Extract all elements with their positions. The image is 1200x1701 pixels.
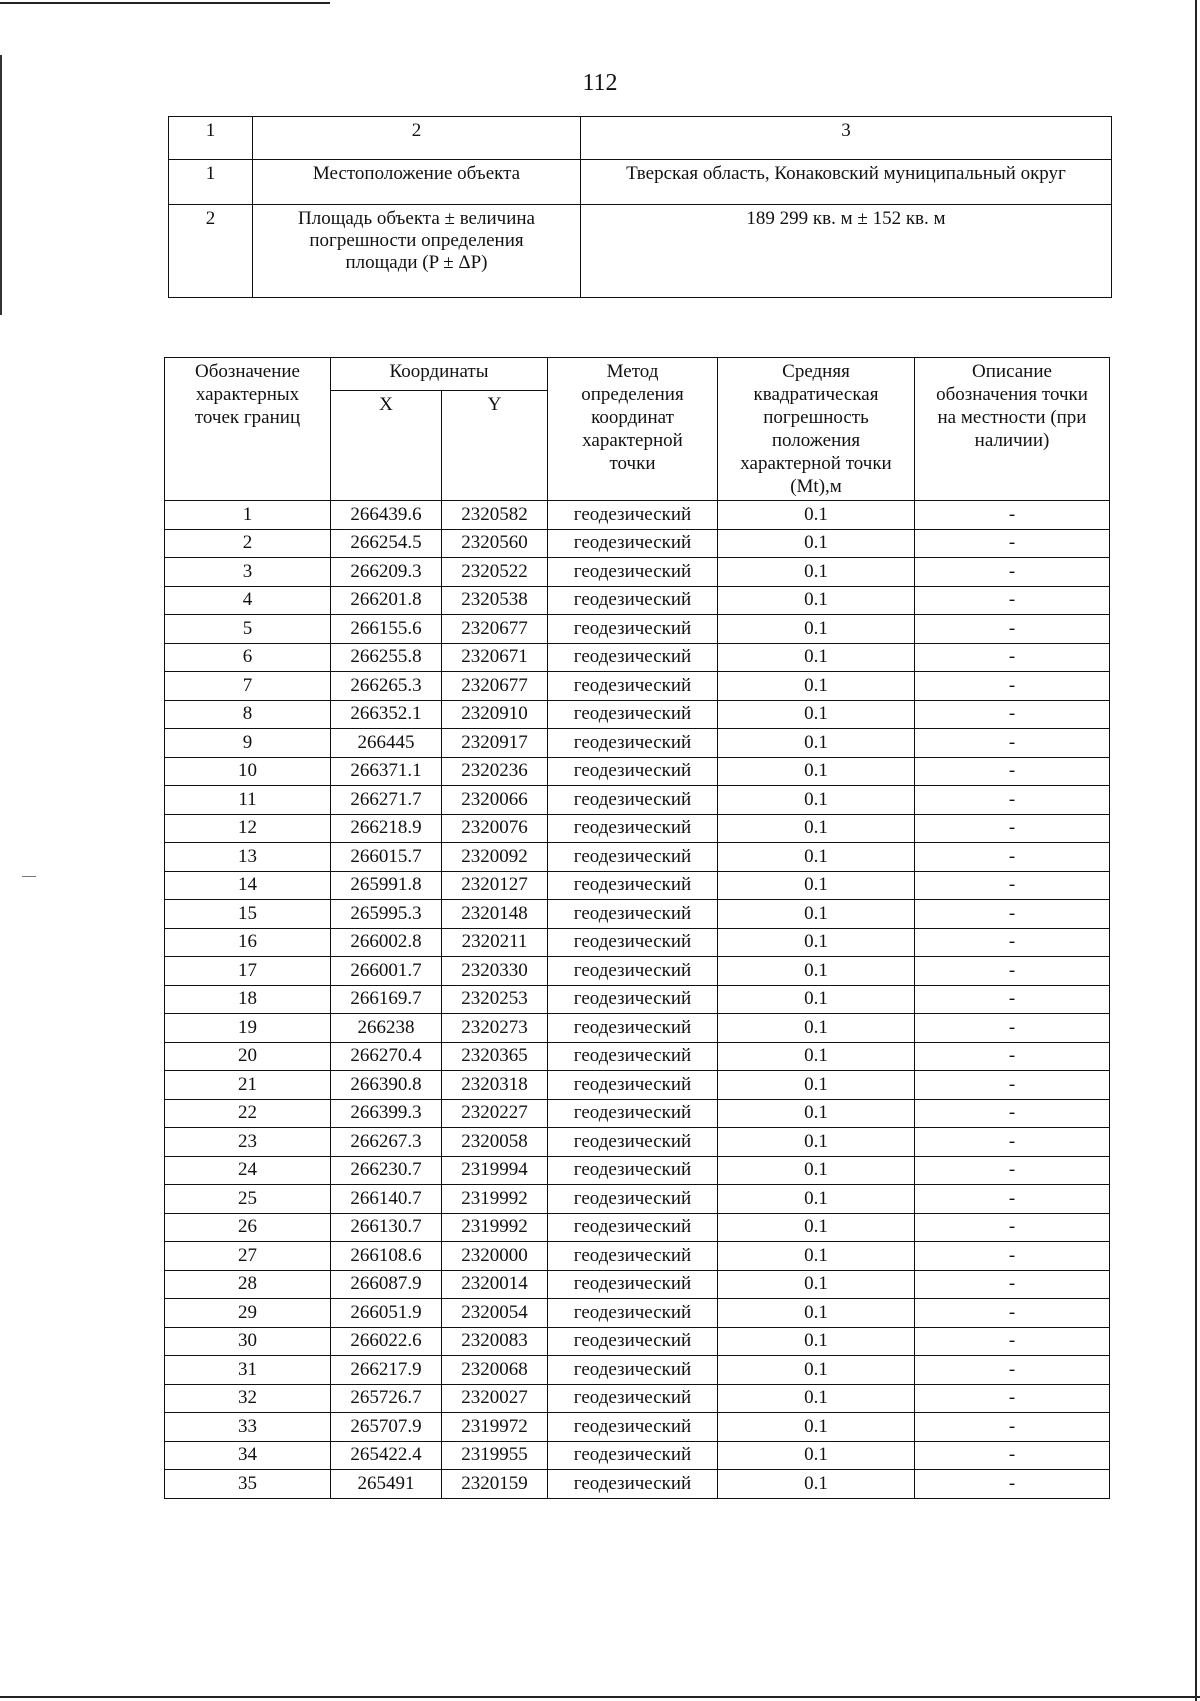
coord-y: 2320058 bbox=[442, 1128, 548, 1157]
coord-y: 2320083 bbox=[442, 1327, 548, 1356]
info-row-value: 189 299 кв. м ± 152 кв. м bbox=[581, 205, 1112, 298]
error-value: 0.1 bbox=[718, 1441, 915, 1470]
error-value: 0.1 bbox=[718, 871, 915, 900]
coord-y: 2320027 bbox=[442, 1384, 548, 1413]
coord-y: 2320092 bbox=[442, 843, 548, 872]
point-number: 24 bbox=[165, 1156, 331, 1185]
point-number: 31 bbox=[165, 1356, 331, 1385]
point-description: - bbox=[915, 729, 1110, 758]
header-y: Y bbox=[442, 391, 548, 501]
coord-x: 266155.6 bbox=[331, 615, 442, 644]
coord-x: 266015.7 bbox=[331, 843, 442, 872]
error-value: 0.1 bbox=[718, 1470, 915, 1499]
table-row bbox=[165, 843, 1110, 872]
error-value: 0.1 bbox=[718, 1156, 915, 1185]
coord-x: 266217.9 bbox=[331, 1356, 442, 1385]
point-description: - bbox=[915, 985, 1110, 1014]
table-row bbox=[165, 1014, 1110, 1043]
table-row bbox=[165, 729, 1110, 758]
method: геодезический bbox=[548, 1270, 718, 1299]
point-number: 21 bbox=[165, 1071, 331, 1100]
info-row-number: 1 bbox=[169, 160, 253, 205]
method: геодезический bbox=[548, 1299, 718, 1328]
info-row-area bbox=[169, 205, 1112, 298]
table-row bbox=[165, 1270, 1110, 1299]
coord-x: 265991.8 bbox=[331, 871, 442, 900]
point-description: - bbox=[915, 814, 1110, 843]
method: геодезический bbox=[548, 672, 718, 701]
coord-y: 2320582 bbox=[442, 501, 548, 530]
method: геодезический bbox=[548, 1128, 718, 1157]
coord-y: 2320159 bbox=[442, 1470, 548, 1499]
error-value: 0.1 bbox=[718, 586, 915, 615]
point-number: 16 bbox=[165, 928, 331, 957]
table-row bbox=[165, 1470, 1110, 1499]
table-row bbox=[165, 1213, 1110, 1242]
page-number: 112 bbox=[582, 70, 618, 96]
coord-y: 2320127 bbox=[442, 871, 548, 900]
error-value: 0.1 bbox=[718, 757, 915, 786]
point-description: - bbox=[915, 843, 1110, 872]
scan-edge-top bbox=[0, 2, 330, 4]
coord-y: 2320677 bbox=[442, 615, 548, 644]
coord-y: 2319994 bbox=[442, 1156, 548, 1185]
coord-x: 266445 bbox=[331, 729, 442, 758]
coordinates-table bbox=[164, 357, 1110, 1499]
method: геодезический bbox=[548, 985, 718, 1014]
point-description: - bbox=[915, 1128, 1110, 1157]
point-number: 20 bbox=[165, 1042, 331, 1071]
method: геодезический bbox=[548, 786, 718, 815]
table-row bbox=[165, 1128, 1110, 1157]
table-row bbox=[165, 558, 1110, 587]
method: геодезический bbox=[548, 1327, 718, 1356]
coord-y: 2320910 bbox=[442, 700, 548, 729]
point-description: - bbox=[915, 1242, 1110, 1271]
coord-x: 266001.7 bbox=[331, 957, 442, 986]
coord-y: 2320253 bbox=[442, 985, 548, 1014]
header-method: Метод определения координат характерной точки bbox=[548, 358, 718, 501]
method: геодезический bbox=[548, 615, 718, 644]
error-value: 0.1 bbox=[718, 1014, 915, 1043]
method: геодезический bbox=[548, 1441, 718, 1470]
error-value: 0.1 bbox=[718, 814, 915, 843]
error-value: 0.1 bbox=[718, 558, 915, 587]
coord-x: 266267.3 bbox=[331, 1128, 442, 1157]
point-number: 17 bbox=[165, 957, 331, 986]
coord-y: 2320522 bbox=[442, 558, 548, 587]
coord-y: 2320917 bbox=[442, 729, 548, 758]
point-number: 27 bbox=[165, 1242, 331, 1271]
error-value: 0.1 bbox=[718, 1242, 915, 1271]
point-number: 22 bbox=[165, 1099, 331, 1128]
point-description: - bbox=[915, 900, 1110, 929]
point-number: 1 bbox=[165, 501, 331, 530]
method: геодезический bbox=[548, 1156, 718, 1185]
coord-x: 266169.7 bbox=[331, 985, 442, 1014]
info-row-number: 2 bbox=[169, 205, 253, 298]
point-number: 33 bbox=[165, 1413, 331, 1442]
method: геодезический bbox=[548, 1099, 718, 1128]
coord-x: 266439.6 bbox=[331, 501, 442, 530]
table-row bbox=[165, 1042, 1110, 1071]
table-row bbox=[165, 615, 1110, 644]
error-value: 0.1 bbox=[718, 1270, 915, 1299]
table-row bbox=[165, 1299, 1110, 1328]
table-row bbox=[165, 1384, 1110, 1413]
method: геодезический bbox=[548, 558, 718, 587]
point-description: - bbox=[915, 1042, 1110, 1071]
point-number: 15 bbox=[165, 900, 331, 929]
coord-x: 266399.3 bbox=[331, 1099, 442, 1128]
table-row bbox=[165, 1156, 1110, 1185]
table-row bbox=[165, 1099, 1110, 1128]
point-number: 6 bbox=[165, 643, 331, 672]
error-value: 0.1 bbox=[718, 1299, 915, 1328]
coord-y: 2320211 bbox=[442, 928, 548, 957]
table-row bbox=[165, 786, 1110, 815]
header-x: X bbox=[331, 391, 442, 501]
point-number: 25 bbox=[165, 1185, 331, 1214]
coord-x: 265707.9 bbox=[331, 1413, 442, 1442]
error-value: 0.1 bbox=[718, 900, 915, 929]
point-number: 12 bbox=[165, 814, 331, 843]
point-description: - bbox=[915, 529, 1110, 558]
coord-x: 266140.7 bbox=[331, 1185, 442, 1214]
coord-x: 266218.9 bbox=[331, 814, 442, 843]
header-description: Описание обозначения точки на местности (при наличии) bbox=[915, 358, 1110, 501]
coord-y: 2319955 bbox=[442, 1441, 548, 1470]
error-value: 0.1 bbox=[718, 786, 915, 815]
coord-x: 266108.6 bbox=[331, 1242, 442, 1271]
coord-x: 266352.1 bbox=[331, 700, 442, 729]
info-table-header-row bbox=[169, 117, 1112, 160]
point-description: - bbox=[915, 786, 1110, 815]
coord-x: 266201.8 bbox=[331, 586, 442, 615]
error-value: 0.1 bbox=[718, 1128, 915, 1157]
coord-x: 266238 bbox=[331, 1014, 442, 1043]
point-description: - bbox=[915, 1356, 1110, 1385]
error-value: 0.1 bbox=[718, 1356, 915, 1385]
method: геодезический bbox=[548, 729, 718, 758]
coord-x: 266271.7 bbox=[331, 786, 442, 815]
point-number: 23 bbox=[165, 1128, 331, 1157]
point-description: - bbox=[915, 501, 1110, 530]
coord-y: 2320000 bbox=[442, 1242, 548, 1271]
point-number: 13 bbox=[165, 843, 331, 872]
info-row-value: Тверская область, Конаковский муниципальный округ bbox=[581, 160, 1112, 205]
table-row bbox=[165, 1071, 1110, 1100]
coord-x: 266390.8 bbox=[331, 1071, 442, 1100]
error-value: 0.1 bbox=[718, 1042, 915, 1071]
point-description: - bbox=[915, 871, 1110, 900]
coord-y: 2319992 bbox=[442, 1213, 548, 1242]
coord-y: 2320365 bbox=[442, 1042, 548, 1071]
coord-y: 2319992 bbox=[442, 1185, 548, 1214]
table-row bbox=[165, 529, 1110, 558]
table-row bbox=[165, 672, 1110, 701]
info-header-cell: 2 bbox=[253, 117, 581, 160]
header-error: Средняя квадратическая погрешность положения характерной точки (Mt),м bbox=[718, 358, 915, 501]
error-value: 0.1 bbox=[718, 957, 915, 986]
error-value: 0.1 bbox=[718, 672, 915, 701]
point-description: - bbox=[915, 1270, 1110, 1299]
coord-x: 266022.6 bbox=[331, 1327, 442, 1356]
error-value: 0.1 bbox=[718, 1213, 915, 1242]
error-value: 0.1 bbox=[718, 643, 915, 672]
point-number: 3 bbox=[165, 558, 331, 587]
coord-y: 2320560 bbox=[442, 529, 548, 558]
table-row bbox=[165, 900, 1110, 929]
coord-x: 265422.4 bbox=[331, 1441, 442, 1470]
point-description: - bbox=[915, 1327, 1110, 1356]
table-row bbox=[165, 1356, 1110, 1385]
table-row bbox=[165, 643, 1110, 672]
point-description: - bbox=[915, 928, 1110, 957]
coord-x: 265491 bbox=[331, 1470, 442, 1499]
error-value: 0.1 bbox=[718, 1185, 915, 1214]
coord-y: 2319972 bbox=[442, 1413, 548, 1442]
error-value: 0.1 bbox=[718, 985, 915, 1014]
point-number: 19 bbox=[165, 1014, 331, 1043]
method: геодезический bbox=[548, 1014, 718, 1043]
method: геодезический bbox=[548, 1213, 718, 1242]
coord-y: 2320677 bbox=[442, 672, 548, 701]
error-value: 0.1 bbox=[718, 615, 915, 644]
info-row-name: Площадь объекта ± величина погрешности определения площади (P ± ΔP) bbox=[253, 205, 581, 298]
table-row bbox=[165, 757, 1110, 786]
point-description: - bbox=[915, 1071, 1110, 1100]
coord-x: 266087.9 bbox=[331, 1270, 442, 1299]
coord-x: 266002.8 bbox=[331, 928, 442, 957]
coord-y: 2320236 bbox=[442, 757, 548, 786]
method: геодезический bbox=[548, 757, 718, 786]
coord-y: 2320054 bbox=[442, 1299, 548, 1328]
point-number: 11 bbox=[165, 786, 331, 815]
coord-y: 2320671 bbox=[442, 643, 548, 672]
method: геодезический bbox=[548, 586, 718, 615]
coord-x: 266230.7 bbox=[331, 1156, 442, 1185]
table-row bbox=[165, 1441, 1110, 1470]
coord-x: 266270.4 bbox=[331, 1042, 442, 1071]
point-description: - bbox=[915, 586, 1110, 615]
table-row bbox=[165, 501, 1110, 530]
point-number: 4 bbox=[165, 586, 331, 615]
method: геодезический bbox=[548, 1071, 718, 1100]
method: геодезический bbox=[548, 957, 718, 986]
table-row bbox=[165, 700, 1110, 729]
point-description: - bbox=[915, 615, 1110, 644]
method: геодезический bbox=[548, 700, 718, 729]
error-value: 0.1 bbox=[718, 1384, 915, 1413]
table-row bbox=[165, 1242, 1110, 1271]
table-row bbox=[165, 586, 1110, 615]
error-value: 0.1 bbox=[718, 843, 915, 872]
method: геодезический bbox=[548, 1384, 718, 1413]
method: геодезический bbox=[548, 501, 718, 530]
point-description: - bbox=[915, 1413, 1110, 1442]
method: геодезический bbox=[548, 1042, 718, 1071]
scan-edge-right bbox=[1195, 0, 1197, 1701]
object-info-table bbox=[168, 116, 1112, 298]
point-description: - bbox=[915, 700, 1110, 729]
method: геодезический bbox=[548, 928, 718, 957]
info-row-location bbox=[169, 160, 1112, 205]
method: геодезический bbox=[548, 529, 718, 558]
point-description: - bbox=[915, 957, 1110, 986]
point-number: 7 bbox=[165, 672, 331, 701]
header-point: Обозначение характерных точек границ bbox=[165, 358, 331, 501]
coord-x: 265995.3 bbox=[331, 900, 442, 929]
method: геодезический bbox=[548, 1242, 718, 1271]
table-row bbox=[165, 985, 1110, 1014]
point-number: 34 bbox=[165, 1441, 331, 1470]
coord-y: 2320227 bbox=[442, 1099, 548, 1128]
coord-y: 2320318 bbox=[442, 1071, 548, 1100]
method: геодезический bbox=[548, 1356, 718, 1385]
scan-mark bbox=[22, 876, 36, 877]
point-number: 9 bbox=[165, 729, 331, 758]
table-row bbox=[165, 814, 1110, 843]
point-description: - bbox=[915, 757, 1110, 786]
error-value: 0.1 bbox=[718, 1413, 915, 1442]
coord-y: 2320066 bbox=[442, 786, 548, 815]
method: геодезический bbox=[548, 643, 718, 672]
coord-x: 266371.1 bbox=[331, 757, 442, 786]
point-description: - bbox=[915, 1299, 1110, 1328]
point-description: - bbox=[915, 1213, 1110, 1242]
info-header-cell: 3 bbox=[581, 117, 1112, 160]
table-row bbox=[165, 871, 1110, 900]
coordinates-table-body bbox=[165, 501, 1110, 1499]
point-description: - bbox=[915, 1470, 1110, 1499]
point-description: - bbox=[915, 643, 1110, 672]
method: геодезический bbox=[548, 1413, 718, 1442]
point-number: 32 bbox=[165, 1384, 331, 1413]
error-value: 0.1 bbox=[718, 1327, 915, 1356]
point-number: 14 bbox=[165, 871, 331, 900]
error-value: 0.1 bbox=[718, 1071, 915, 1100]
error-value: 0.1 bbox=[718, 928, 915, 957]
method: геодезический bbox=[548, 900, 718, 929]
point-number: 35 bbox=[165, 1470, 331, 1499]
method: геодезический bbox=[548, 1185, 718, 1214]
point-number: 29 bbox=[165, 1299, 331, 1328]
point-description: - bbox=[915, 1014, 1110, 1043]
point-number: 5 bbox=[165, 615, 331, 644]
scan-edge-bottom bbox=[0, 1696, 1200, 1698]
error-value: 0.1 bbox=[718, 1099, 915, 1128]
point-number: 8 bbox=[165, 700, 331, 729]
coord-x: 265726.7 bbox=[331, 1384, 442, 1413]
coord-x: 266254.5 bbox=[331, 529, 442, 558]
coord-y: 2320014 bbox=[442, 1270, 548, 1299]
table-row bbox=[165, 1185, 1110, 1214]
error-value: 0.1 bbox=[718, 501, 915, 530]
method: геодезический bbox=[548, 871, 718, 900]
error-value: 0.1 bbox=[718, 529, 915, 558]
coord-y: 2320330 bbox=[442, 957, 548, 986]
coord-x: 266051.9 bbox=[331, 1299, 442, 1328]
method: геодезический bbox=[548, 1470, 718, 1499]
point-number: 30 bbox=[165, 1327, 331, 1356]
method: геодезический bbox=[548, 814, 718, 843]
coord-x: 266255.8 bbox=[331, 643, 442, 672]
coord-y: 2320148 bbox=[442, 900, 548, 929]
coord-x: 266209.3 bbox=[331, 558, 442, 587]
table-row bbox=[165, 928, 1110, 957]
point-number: 26 bbox=[165, 1213, 331, 1242]
info-row-name: Местоположение объекта bbox=[253, 160, 581, 205]
method: геодезический bbox=[548, 843, 718, 872]
info-header-cell: 1 bbox=[169, 117, 253, 160]
coord-x: 266265.3 bbox=[331, 672, 442, 701]
point-number: 18 bbox=[165, 985, 331, 1014]
coord-y: 2320076 bbox=[442, 814, 548, 843]
point-description: - bbox=[915, 1099, 1110, 1128]
header-coordinates: Координаты bbox=[331, 358, 548, 391]
coord-y: 2320538 bbox=[442, 586, 548, 615]
point-description: - bbox=[915, 1156, 1110, 1185]
coord-x: 266130.7 bbox=[331, 1213, 442, 1242]
point-number: 28 bbox=[165, 1270, 331, 1299]
point-number: 2 bbox=[165, 529, 331, 558]
point-description: - bbox=[915, 558, 1110, 587]
coord-y: 2320273 bbox=[442, 1014, 548, 1043]
error-value: 0.1 bbox=[718, 700, 915, 729]
point-description: - bbox=[915, 1384, 1110, 1413]
coord-y: 2320068 bbox=[442, 1356, 548, 1385]
table-row bbox=[165, 1413, 1110, 1442]
point-number: 10 bbox=[165, 757, 331, 786]
point-description: - bbox=[915, 1185, 1110, 1214]
point-description: - bbox=[915, 672, 1110, 701]
error-value: 0.1 bbox=[718, 729, 915, 758]
coord-header-row-1 bbox=[165, 358, 1110, 391]
point-description: - bbox=[915, 1441, 1110, 1470]
table-row bbox=[165, 957, 1110, 986]
table-row bbox=[165, 1327, 1110, 1356]
